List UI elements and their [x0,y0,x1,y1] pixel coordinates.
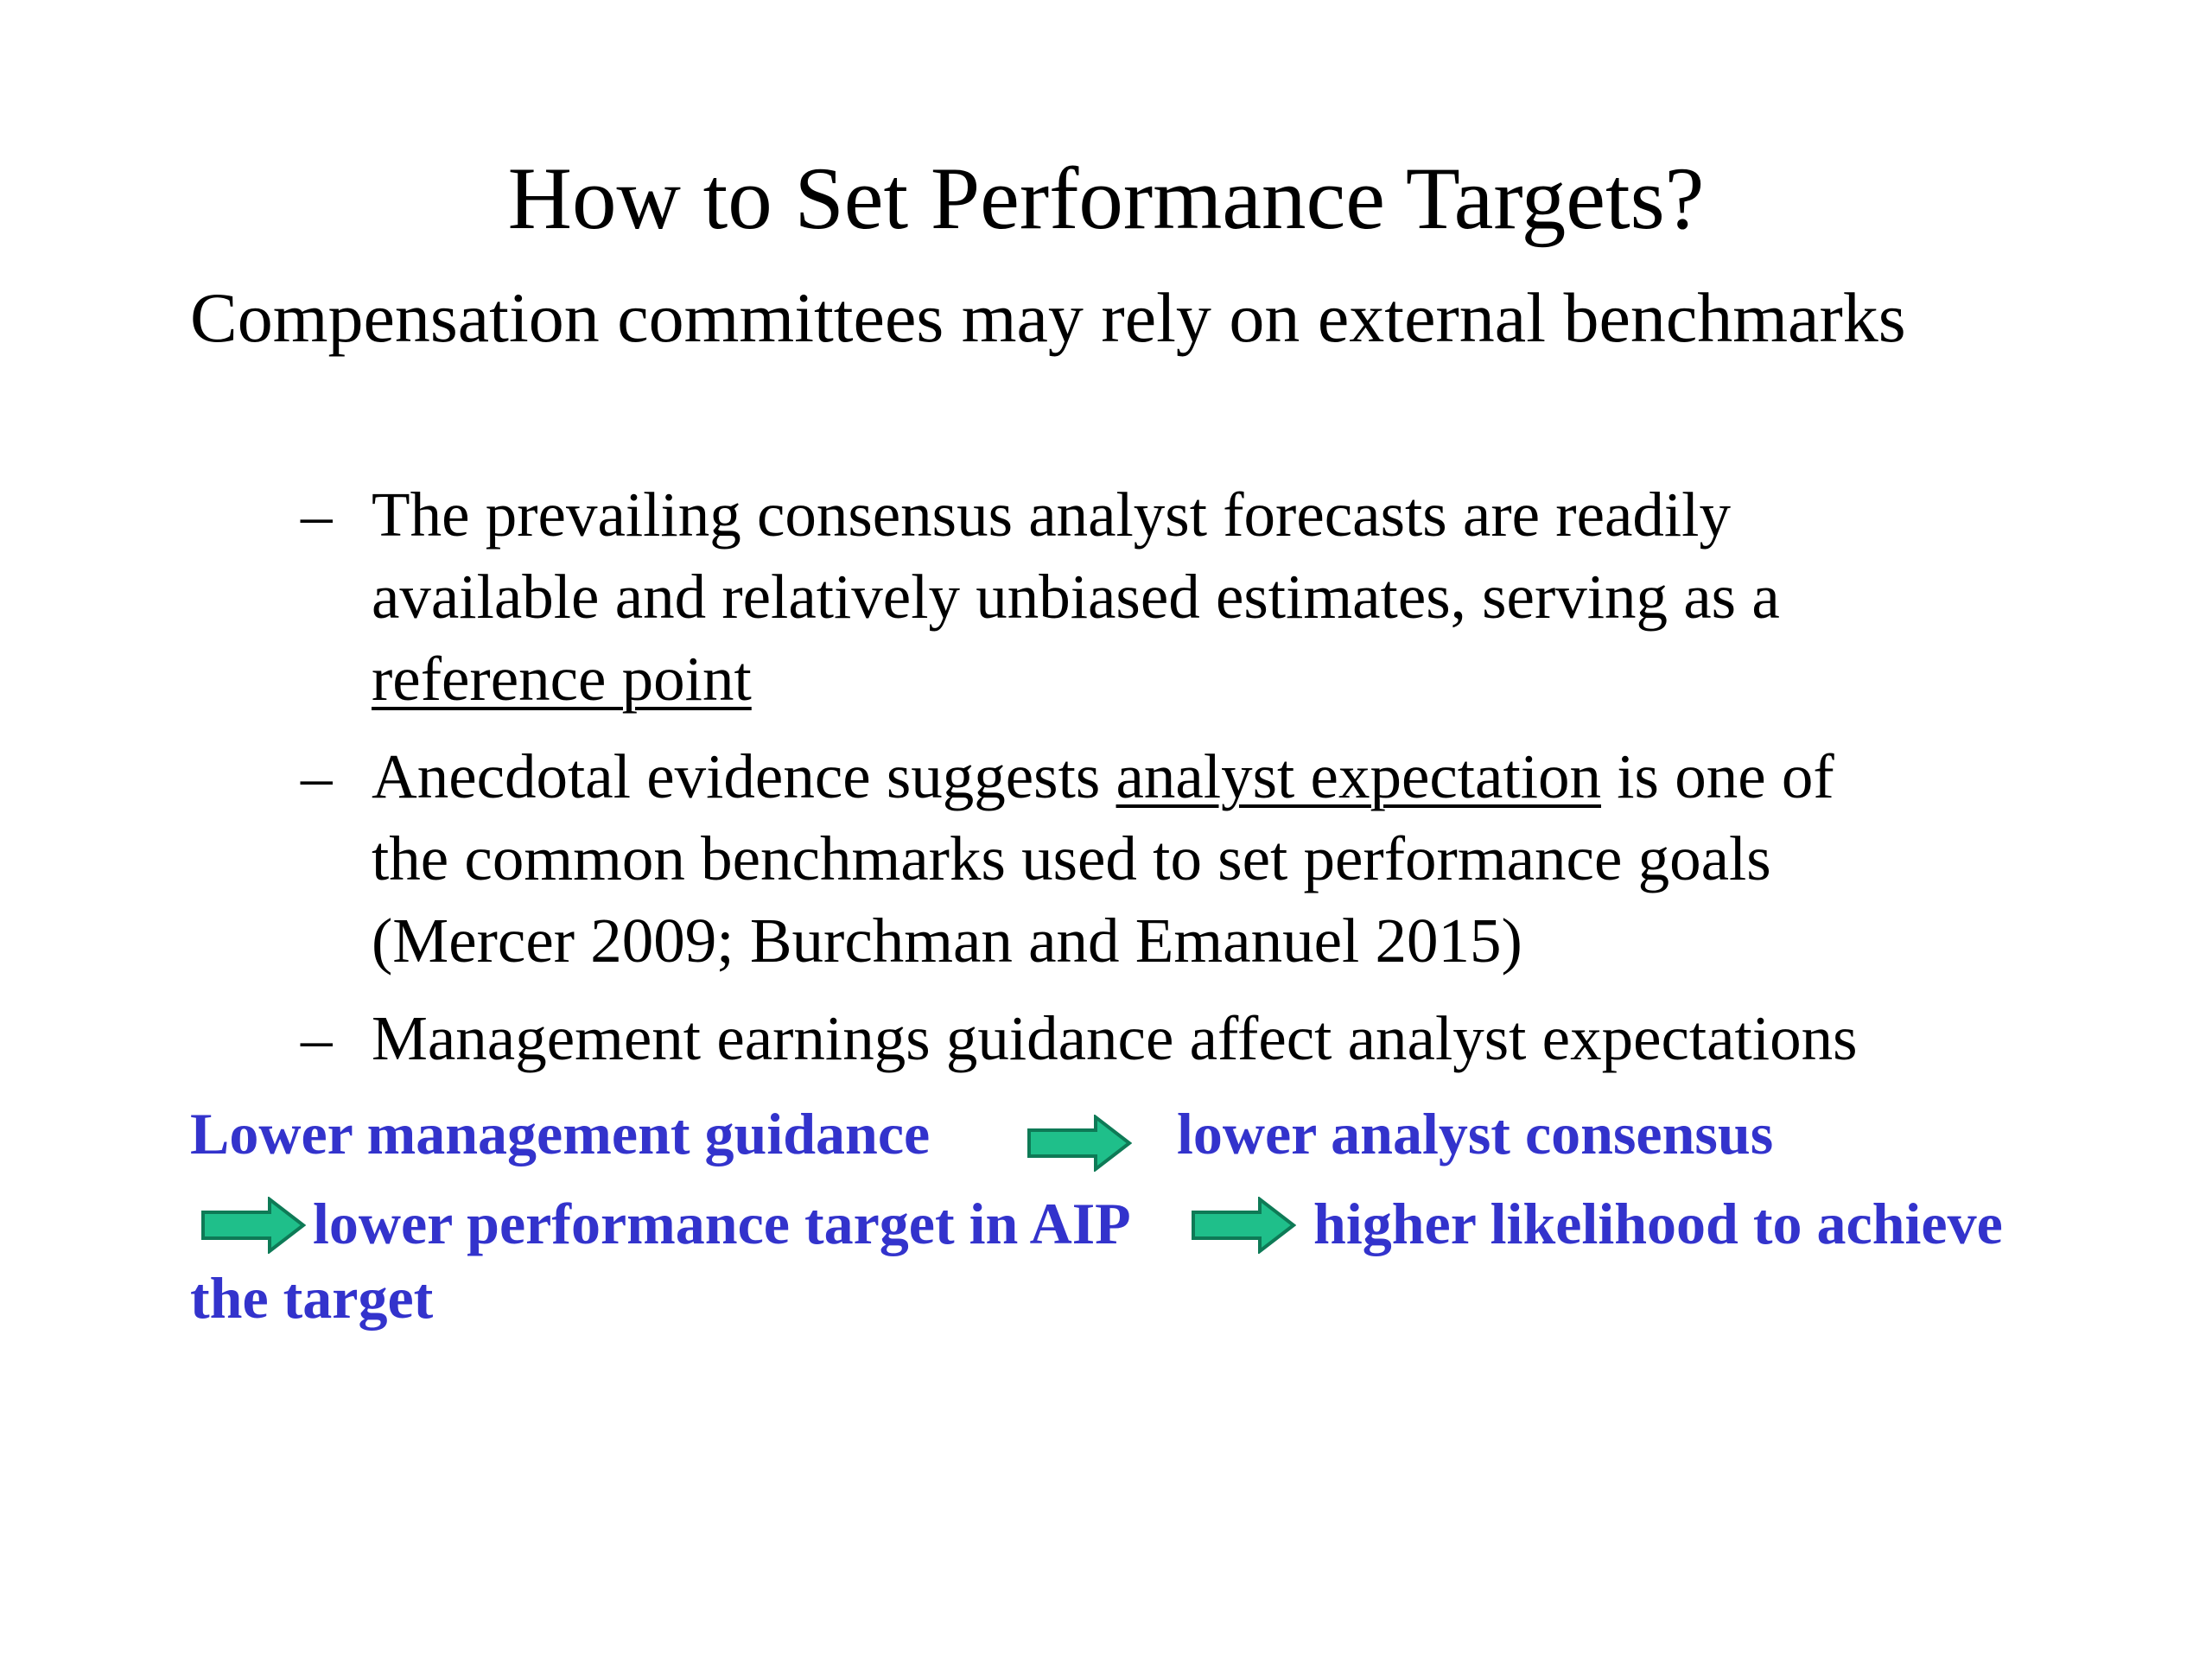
bullet-text-line: Management earnings guidance affect analyst expectations [372,1003,1858,1073]
slide-subtitle: Compensation committees may rely on external benchmarks [190,278,1906,357]
bullet-dash: – [301,1003,333,1073]
slide-title: How to Set Performance Targets? [507,149,1705,248]
bullet-text-line [372,638,2029,720]
bullet-text-line: available and relatively unbiased estimates, serving as a [372,562,1780,632]
chain-step-lower-guidance: Lower management guidance [190,1101,931,1166]
bullet-item-analyst-forecasts [301,474,2029,720]
right-arrow-icon [1191,1197,1296,1254]
bullet-list [301,474,2029,1095]
underlined-term: reference point [372,644,752,714]
right-arrow-icon [200,1197,306,1254]
bullet-text: Anecdotal evidence suggests [372,741,1116,811]
bullet-dash: – [301,480,333,550]
bullet-item-management-guidance [301,997,2029,1079]
chain-step-lower-target: lower performance target in AIP [313,1191,1131,1256]
chain-step-higher-likelihood-continued: the target [190,1265,434,1331]
bullet-text-line: The prevailing consensus analyst forecasts are readily [372,480,1731,550]
chain-step-lower-consensus: lower analyst consensus [1177,1101,1774,1166]
underlined-term: analyst expectation [1116,741,1602,811]
bullet-dash: – [301,741,333,811]
right-arrow-icon [1027,1115,1132,1172]
bullet-text-line: (Mercer 2009; Burchman and Emanuel 2015) [372,906,1522,976]
bullet-text: is one of [1601,741,1834,811]
bullet-text-line [372,735,2029,817]
chain-step-higher-likelihood: higher likelihood to achieve [1313,1191,2003,1256]
bullet-item-anecdotal-evidence [301,735,2029,982]
bullet-text-line: the common benchmarks used to set performance goals [372,823,1771,893]
